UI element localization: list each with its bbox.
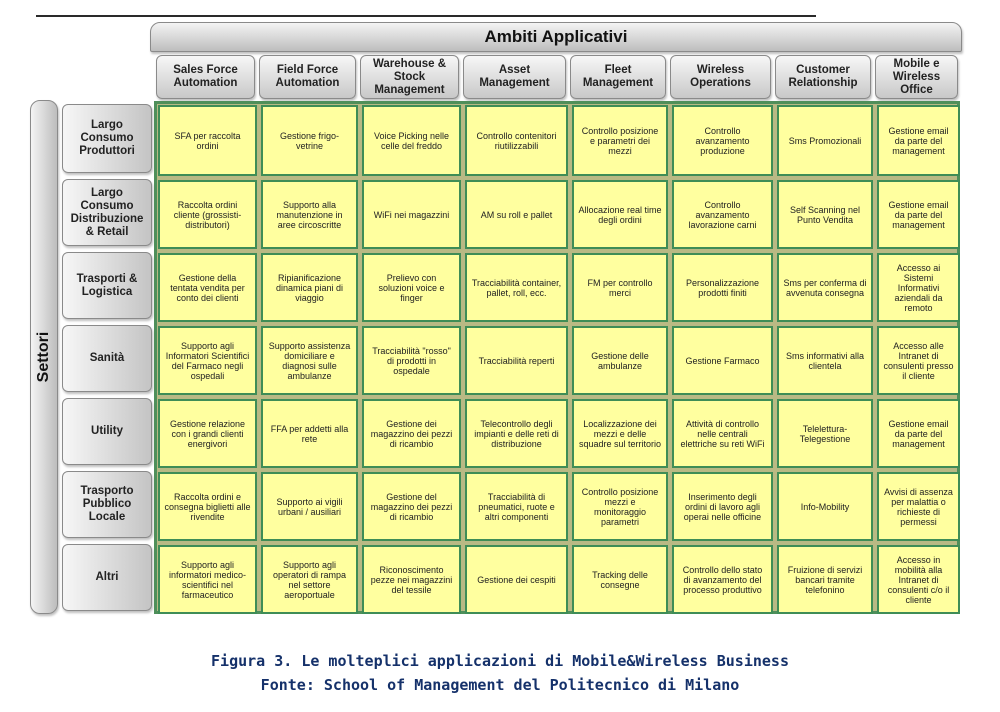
grid-cell: Telelettura-Telegestione (777, 399, 873, 468)
column-header: Wireless Operations (670, 55, 771, 99)
grid-cell: Controllo contenitori riutilizzabili (465, 105, 568, 176)
grid-cell: Gestione email da parte del management (877, 180, 960, 249)
row-header: Sanità (62, 325, 152, 392)
grid-cell: Gestione della tentata vendita per conto dei clienti (158, 253, 257, 322)
row-header: Utility (62, 398, 152, 465)
grid-cell: Tracciabilità di pneumatici, ruote e altri componenti (465, 472, 568, 541)
grid-cell: Telecontrollo degli impianti e delle reti di distribuzione (465, 399, 568, 468)
grid-cell: Gestione relazione con i grandi clienti energivori (158, 399, 257, 468)
grid-cell: Accesso ai Sistemi Informativi aziendali da remoto (877, 253, 960, 322)
grid-cell: Avvisi di assenza per malattia o richieste di permessi (877, 472, 960, 541)
grid-cell: Voice Picking nelle celle del freddo (362, 105, 461, 176)
ambiti-applicativi-header: Ambiti Applicativi (150, 22, 962, 52)
grid-cell: Controllo avanzamento lavorazione carni (672, 180, 773, 249)
grid-cell: Gestione email da parte del management (877, 399, 960, 468)
grid-cell: Supporto assistenza domiciliare e diagnosi sulle ambulanze (261, 326, 358, 395)
grid-cell: Localizzazione dei mezzi e delle squadre sul territorio (572, 399, 668, 468)
grid-cell: Allocazione real time degli ordini (572, 180, 668, 249)
grid-cell: Gestione email da parte del management (877, 105, 960, 176)
grid-cell: Tracking delle consegne (572, 545, 668, 614)
grid-cell: Supporto ai vigili urbani / ausiliari (261, 472, 358, 541)
row-header: Largo Consumo Produttori (62, 104, 152, 173)
grid-cell: Sms Promozionali (777, 105, 873, 176)
grid-cell: Tracciabilità reperti (465, 326, 568, 395)
grid-cell: Supporto agli operatori di rampa nel settore aeroportuale (261, 545, 358, 614)
grid-cell: Info-Mobility (777, 472, 873, 541)
grid-cell: AM su roll e pallet (465, 180, 568, 249)
column-header: Customer Relationship (775, 55, 871, 99)
column-header: Asset Management (463, 55, 566, 99)
grid-cell: Attività di controllo nelle centrali elettriche su reti WiFi (672, 399, 773, 468)
column-header: Sales Force Automation (156, 55, 255, 99)
column-header: Field Force Automation (259, 55, 356, 99)
grid-cell: Ripianificazione dinamica piani di viaggio (261, 253, 358, 322)
column-header: Mobile e Wireless Office (875, 55, 958, 99)
grid-cell: Gestione del magazzino dei pezzi di ricambio (362, 472, 461, 541)
grid-cell: Controllo posizione e parametri dei mezzi (572, 105, 668, 176)
grid-cell: Raccolta ordini cliente (grossisti-distributori) (158, 180, 257, 249)
grid-cell: Gestione dei cespiti (465, 545, 568, 614)
row-header: Trasporto Pubblico Locale (62, 471, 152, 538)
grid-cell: Raccolta ordini e consegna biglietti alle rivendite (158, 472, 257, 541)
grid-cell: Tracciabilità container, pallet, roll, ecc. (465, 253, 568, 322)
grid-cell: Controllo avanzamento produzione (672, 105, 773, 176)
figure-caption: Figura 3. Le molteplici applicazioni di Mobile&Wireless Business (211, 652, 789, 670)
grid-cell: Gestione delle ambulanze (572, 326, 668, 395)
grid-cell: Accesso alle Intranet di consulenti presso il cliente (877, 326, 960, 395)
grid-cell: FM per controllo merci (572, 253, 668, 322)
settori-sidebar (30, 100, 58, 614)
grid-cell: FFA per addetti alla rete (261, 399, 358, 468)
grid-cell: Gestione dei magazzino dei pezzi di ricambio (362, 399, 461, 468)
applications-grid (154, 101, 960, 614)
grid-cell: Inserimento degli ordini di lavoro agli operai nelle officine (672, 472, 773, 541)
grid-cell: Riconoscimento pezze nei magazzini del tessile (362, 545, 461, 614)
row-header: Altri (62, 544, 152, 611)
grid-cell: Self Scanning nel Punto Vendita (777, 180, 873, 249)
grid-cell: WiFi nei magazzini (362, 180, 461, 249)
grid-cell: Gestione frigo-vetrine (261, 105, 358, 176)
grid-cell: Prelievo con soluzioni voice e finger (362, 253, 461, 322)
grid-cell: Controllo posizione mezzi e monitoraggio parametri (572, 472, 668, 541)
top-rule (36, 15, 816, 17)
settori-label: Settori (35, 331, 52, 383)
grid-cell: SFA per raccolta ordini (158, 105, 257, 176)
column-header: Warehouse & Stock Management (360, 55, 459, 99)
grid-cell: Fruizione di servizi bancari tramite telefonino (777, 545, 873, 614)
grid-cell: Gestione Farmaco (672, 326, 773, 395)
grid-cell: Supporto alla manutenzione in aree circoscritte (261, 180, 358, 249)
grid-cell: Sms informativi alla clientela (777, 326, 873, 395)
grid-cell: Controllo dello stato di avanzamento del processo produttivo (672, 545, 773, 614)
grid-cell: Supporto agli informatori medico-scientifici nel farmaceutico (158, 545, 257, 614)
column-header: Fleet Management (570, 55, 666, 99)
row-header: Largo Consumo Distribuzione & Retail (62, 179, 152, 246)
grid-cell: Accesso in mobilità alla Intranet di consulenti c/o il cliente (877, 545, 960, 614)
grid-cell: Sms per conferma di avvenuta consegna (777, 253, 873, 322)
row-header: Trasporti & Logistica (62, 252, 152, 319)
grid-cell: Supporto agli Informatori Scientifici del Farmaco negli ospedali (158, 326, 257, 395)
grid-cell: Personalizzazione prodotti finiti (672, 253, 773, 322)
figure-source: Fonte: School of Management del Politecnico di Milano (260, 676, 740, 694)
grid-cell: Tracciabilità "rosso" di prodotti in ospedale (362, 326, 461, 395)
